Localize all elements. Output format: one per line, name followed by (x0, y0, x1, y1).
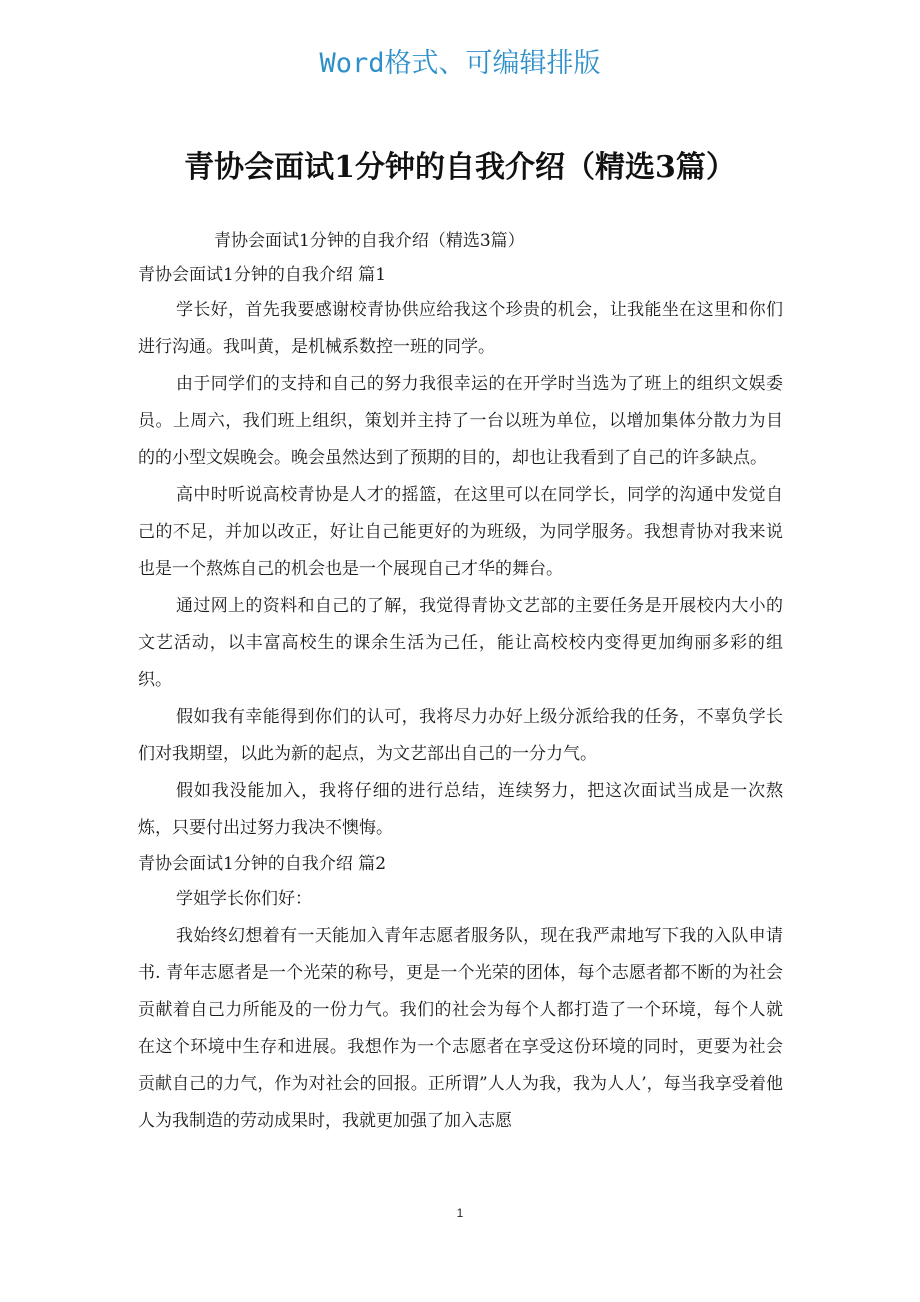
page-number: 1 (456, 1206, 464, 1220)
paragraph: 假如我没能加入，我将仔细的进行总结，连续努力，把这次面试当成是一次熬炼，只要付出过努力我决不懊悔。 (138, 781, 783, 838)
page-title: 青协会面试1分钟的自我介绍（精选3篇） (184, 150, 736, 185)
document-body (138, 224, 783, 1140)
header-banner: Word格式、可编辑排版 (319, 48, 601, 79)
paragraph: 假如我有幸能得到你们的认可，我将尽力办好上级分派给我的任务，不辜负学长们对我期望，以此为新的起点，为文艺部出自己的一分力气。 (138, 707, 783, 764)
paragraph: 我始终幻想着有一天能加入青年志愿者服务队，现在我严肃地写下我的入队申请书. 青年志愿者是一个光荣的称号，更是一个光荣的团体，每个志愿者都不断的为社会贡献着自己力所能及的一份力气。我们的社会为每个人都打造了一个环境，每个人就在这个环境中生存和进展。我想作为一个志愿者在享受这份环境的同时，更要为社会贡献自己的力气，作为对社会的回报。正所谓”人人为我，我为人人’，每当我享受着他人为我制造的劳动成果时，我就更加强了加入志愿 (138, 926, 783, 1131)
paragraph: 通过网上的资料和自己的了解，我觉得青协文艺部的主要任务是开展校内大小的文艺活动，以丰富高校生的课余生活为己任，能让高校校内变得更加绚丽多彩的组织。 (138, 596, 783, 690)
paragraph: 学姐学长你们好： (176, 889, 312, 909)
document-subtitle: 青协会面试1分钟的自我介绍（精选3篇） (214, 231, 525, 251)
section-heading: 青协会面试1分钟的自我介绍 篇2 (138, 854, 387, 874)
paragraph: 学长好，首先我要感谢校青协供应给我这个珍贵的机会，让我能坐在这里和你们进行沟通。我叫黄，是机械系数控一班的同学。 (138, 300, 783, 357)
paragraph: 高中时听说高校青协是人才的摇篮，在这里可以在同学长，同学的沟通中发觉自己的不足，并加以改正，好让自己能更好的为班级，为同学服务。我想青协对我来说也是一个熬炼自己的机会也是一个展现自己才华的舞台。 (138, 485, 783, 579)
section-heading: 青协会面试1分钟的自我介绍 篇1 (138, 265, 387, 285)
paragraph: 由于同学们的支持和自己的努力我很幸运的在开学时当选为了班上的组织文娱委员。上周六，我们班上组织，策划并主持了一台以班为单位，以增加集体分散力为目的的小型文娱晚会。晚会虽然达到了预期的目的，却也让我看到了自己的许多缺点。 (138, 374, 783, 468)
